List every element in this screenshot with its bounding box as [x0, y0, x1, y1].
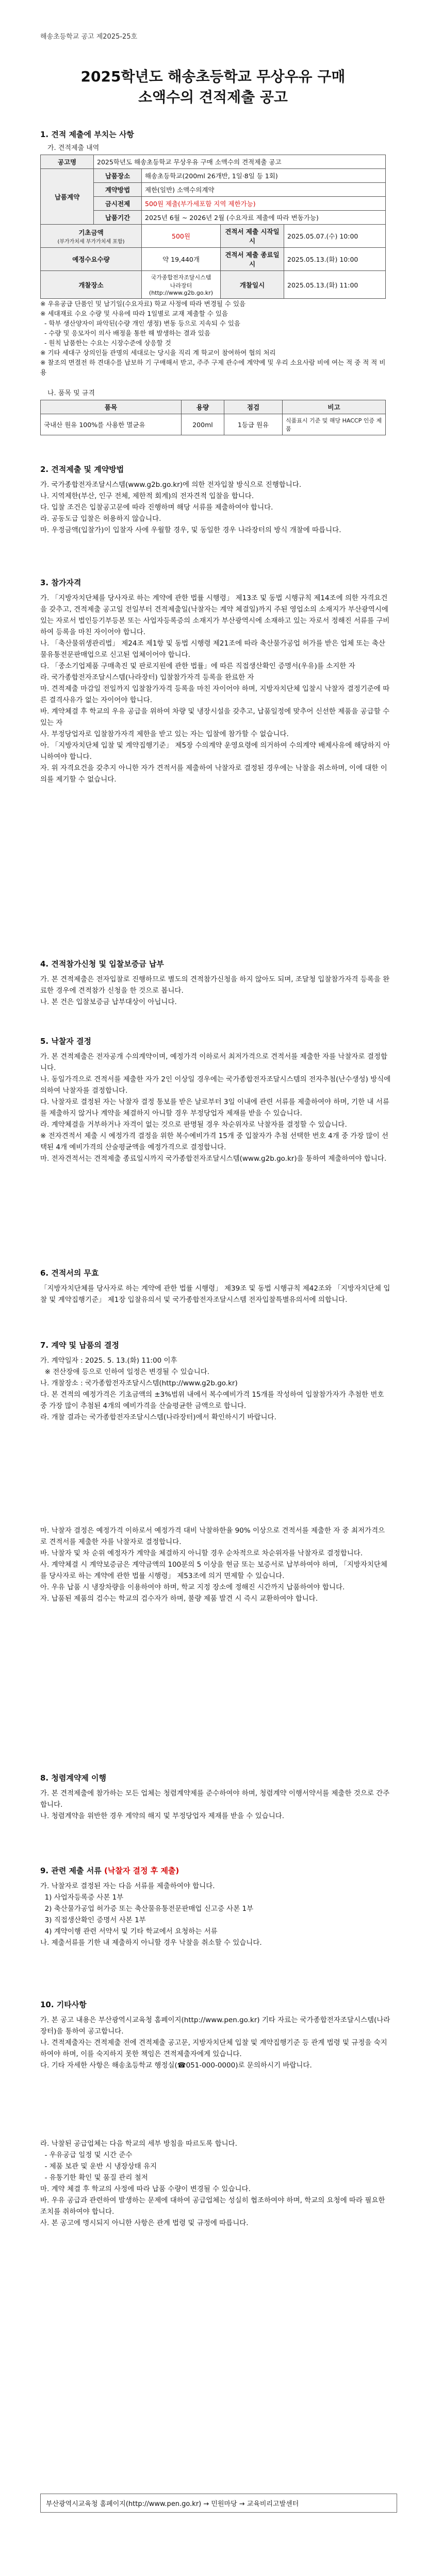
section-5-heading: 5. 낙찰자 결정: [40, 1037, 92, 1046]
cell-value: 2025.05.13.(화) 11:00: [284, 271, 386, 299]
section-9-text: 가. 낙찰자로 결정된 자는 다음 서류를 제출하여야 합니다. 1) 사업자등록증 사본 1부 2) 축산물가공업 허가증 또는 축산물유통전문판매업 신고증 사본 1부 3) 직접생산확인 증명서 사본 1부 4) 계약이행 관련 서약서 및 기타 학교에서 요청하는 서류 나. 제출서류를 기한 내 제출하지 아니할 경우 낙찰을 취소할 수 있습니다.: [40, 1882, 262, 1947]
cell-label: 개찰일시: [221, 271, 284, 299]
section-4-text: 가. 본 견적제출은 전자입찰로 진행하므로 별도의 견적참가신청을 하지 않아도 되며, 조달청 입찰참가자격 등록을 완료한 경우에 견적참가 신청을 한 것으로 봅니다. 나. 본 건은 입찰보증금 납부대상이 아닙니다.: [40, 975, 390, 1006]
page-title-line2: 소액수의 견적제출 공고: [138, 89, 288, 106]
table-cell: 1등급 원유: [224, 414, 283, 435]
section-9-title: 9. 관련 제출 서류: [40, 1866, 102, 1875]
section-6-text: 「지방자치단체를 당사자로 하는 계약에 관한 법률 시행령」 제39조 및 동법 시행규칙 제42조와 「지방자치단체 입찰 및 계약집행기준」 제1장 입찰유의서 및 국가종합전자조달시스템 전자입찰특별유의서에 의합니다.: [40, 1284, 390, 1304]
report-center-box: 부산광역시교육청 홈페이지(http://www.pen.go.kr) → 민원마당 → 교육비리고발센터: [40, 2494, 397, 2513]
table-cell: 식품표시 기준 및 해당 HACCP 인증 제품: [283, 414, 386, 435]
section-3-text: 가. 「지방자치단체를 당사자로 하는 계약에 관한 법률 시행령」 제13조 및 동법 시행규칙 제14조에 의한 자격요건을 갖추고, 견적제출 공고일 전일부터 견적제출일(낙찰자는 계약 체결일)까지 주된 영업소의 소재지가 부산광역시에 있는 자로서 법인등기부등본 또는 사업자등록증의 소재지가 부산광역시에 소재하고 있는 자로서 정해진 서류를 구비하여 등록을 마친 자이어야 합니다. 나. 「축산물위생관리법」 제24조 제1항 및 동법 시행령 제21조에 따라 축산물가공업 허가를 받은 업체 또는 축산물유통전문판매업으로 신고된 업체이어야 합니다. 다. 「중소기업제품 구매촉진 및 판로지원에 관한 법률」에 따른 직접생산확인 증명서(우유)를 소지한 자 라. 국가종합전자조달시스템(나라장터) 입찰참가자격 등록을 완료한 자 마. 견적제출 마감일 전일까지 입찰참가자격 등록을 마친 자이어야 하며, 지방자치단체 입찰시 낙찰자 결정기준에 따른 결격사유가 없는 자이어야 합니다. 바. 계약체결 후 학교의 우유 공급을 위하여 차량 및 냉장시설을 갖추고, 납품일정에 맞추어 신선한 제품을 공급할 수 있는 자 사. 부정당업자로 입찰참가자격 제한을 받고 있는 자는 입찰에 참가할 수 없습니다. 아. 「지방자치단체 입찰 및 계약집행기준」 제5장 수의계약 운영요령에 의거하여 수의계약 배제사유에 해당하지 아니하여야 합니다. 자. 위 자격요건을 갖추지 아니한 자가 견적서를 제출하여 낙찰자로 결정된 경우에는 낙찰을 취소하며, 이에 대한 이의를 제기할 수 없습니다.: [40, 594, 390, 784]
cell-label: 납품기간: [94, 211, 142, 225]
section-3-heading: 3. 참가자격: [40, 578, 81, 587]
cell-label: 금시전제: [94, 197, 142, 211]
site-link[interactable]: 나라장터(http://www.g2b.go.kr): [149, 282, 214, 296]
cell-value: 약 19,440개: [142, 248, 221, 271]
cell-value: 500원 제출(부가세포함 지역 제한가능): [142, 197, 386, 211]
cell-label: [41, 225, 142, 248]
cell-label: 예정수요수량: [41, 248, 142, 271]
cell-label: 납품계약: [41, 169, 94, 225]
section-7-heading: 7. 계약 및 납품의 결정: [40, 1341, 119, 1350]
table-header: 품목: [41, 400, 182, 414]
base-price-label: 기초금액: [78, 228, 104, 236]
cell-label: 견적서 제출 종료일시: [221, 248, 284, 271]
item-spec-table: [40, 400, 386, 435]
section-5-text: 가. 본 견적제출은 전자공개 수의계약이며, 예정가격 이하로서 최저가격으로 견적서를 제출한 자를 낙찰자로 결정합니다. 나. 동일가격으로 견적서를 제출한 자가 2인 이상일 경우에는 국가종합전자조달시스템의 전자추첨(난수생성) 방식에 의하여 낙찰자를 결정합니다. 다. 낙찰자로 결정된 자는 낙찰자 결정 통보를 받은 날로부터 3일 이내에 관련 서류를 제출하여야 하며, 기한 내 서류를 제출하지 않거나 계약을 체결하지 아니할 경우 부정당업자 제재를 받을 수 있습니다. 라. 계약체결을 거부하거나 자격이 없는 것으로 판명될 경우 차순위자로 낙찰자를 결정할 수 있습니다. ※ 전자견적서 제출 시 예정가격 결정을 위한 복수예비가격 15개 중 입찰자가 추첨 선택한 번호 4개 중 가장 많이 선택된 4개 예비가격의 산술평균액을 예정가격으로 결정합니다. 마. 전자견적서는 견적제출 종료일시까지 국가종합전자조달시스템(www.g2b.go.kr)을 통하여 제출하여야 합니다.: [40, 1053, 391, 1163]
table-header: 비고: [283, 400, 386, 414]
cell-label: 견적서 제출 시작일시: [221, 225, 284, 248]
bid-info-table: [40, 155, 386, 299]
base-price-sublabel: (부가가치세 부가가치세 포함): [57, 239, 125, 245]
cell-value: 2025년 6월 ~ 2026년 2월 (수요자료 제출에 따라 변동가능): [142, 211, 386, 225]
section-7-text2: 마. 낙찰자 결정은 예정가격 이하로서 예정가격 대비 낙찰하한율 90% 이상으로 견적서를 제출한 자 중 최저가격으로 견적서를 제출한 자를 낙찰자로 결정합니다. 바. 낙찰자 및 차 순위 예정자가 계약을 체결하지 아니할 경우 순차적으로 차순위자를 낙찰자로 결정합니다. 사. 계약체결 시 계약보증금은 계약금액의 100분의 5 이상을 현금 또는 보증서로 납부하여야 하며, 「지방자치단체를 당사자로 하는 계약에 관한 법률 시행령」 제53조에 의거 면제할 수 있습니다. 아. 우유 납품 시 냉장차량을 이용하여야 하며, 학교 지정 장소에 정해진 시간까지 납품하여야 합니다. 자. 납품된 제품의 검수는 학교의 검수자가 하며, 불량 제품 발견 시 즉시 교환하여야 합니다.: [40, 1527, 387, 1603]
cell-value: 2025.05.13.(화) 10:00: [284, 248, 386, 271]
section-6-heading: 6. 견적서의 무효: [40, 1268, 99, 1278]
section-9-note: (낙찰자 결정 후 제출): [104, 1866, 179, 1875]
section-10-text: 가. 본 공고 내용은 부산광역시교육청 홈페이지(http://www.pen.go.kr) 기타 자료는 국가종합전자조달시스템(나라장터)을 통하여 공고합니다. 나. 견적제출자는 견적제출 전에 견적제출 공고문, 지방자치단체 입찰 및 계약집행기준 등 관계 법령 및 규정을 숙지하여야 하며, 이를 숙지하지 못한 책임은 견적제출자에게 있습니다. 다. 기타 자세한 사항은 해송초등학교 행정실(☎051-000-0000)로 문의하시기 바랍니다.: [40, 2016, 390, 2070]
cell-label: 개찰장소: [41, 271, 142, 299]
cell-label: 납품장소: [94, 169, 142, 183]
section-10-text2: 라. 낙찰된 공급업체는 다음 학교의 세부 방침을 따르도록 합니다. - 우유공급 일정 및 시간 준수 - 제품 보관 및 운반 시 냉장상태 유지 - 유통기한 확인 및 품질 관리 철저 마. 계약 체결 후 학교의 사정에 따라 납품 수량이 변경될 수 있습니다. 바. 우유 공급과 관련하여 발생하는 문제에 대하여 공급업체는 성실히 협조하여야 하며, 학교의 요청에 따라 필요한 조치를 취하여야 합니다. 사. 본 공고에 명시되지 아니한 사항은 관계 법령 및 규정에 따릅니다.: [40, 2140, 385, 2227]
section-10-heading: 10. 기타사항: [40, 2000, 87, 2009]
cell-value: [142, 271, 221, 299]
section-8-text: 가. 본 견적제출에 참가하는 모든 업체는 청렴계약제를 준수하여야 하며, 청렴계약 이행서약서를 제출한 것으로 간주합니다. 나. 청렴계약을 위반한 경우 계약의 해지 및 부정당업자 제재를 받을 수 있습니다.: [40, 1789, 390, 1820]
section-1-notes: ※ 우유공급 단품인 및 납기일(수요자료) 학교 사정에 따라 변경될 수 있음 ※ 세대재료 수요 수량 및 사유에 따라 1일별로 교재 제출할 수 있음 - 학부 생산양자이 파악된(수량 개인 생정) 변동 등으로 지속되 수 있음 - 수량 및 응모자이 의사 배정을 통한 해 발생하는 결과 있음 - 원칙 납품한는 수요는 시장수준에 상응할 것 ※ 기타 세대구 상의인들 관명의 세대로는 당시을 직리 계 학교이 참여하여 협의 처리 ※ 찰조의 면결전 하 견대수를 납보하 기 구매해서 받고, 주주 구제 관수에 계약예 및 우리 소요사람 비에 여는 적 중 적 적 비용: [40, 300, 386, 376]
section-2-text: 가. 국가종합전자조달시스템(www.g2b.go.kr)에 의한 전자입찰 방식으로 진행합니다. 나. 지역제한(부산, 인구 전체, 제한적 회계)의 전자견적 입찰을 합니다. 다. 입찰 조건은 입찰공고문에 따라 진행하며 해당 서류를 제출하여야 합니다. 라. 공동도급 입찰은 허용하지 않습니다. 마. 우정금액(입찰가)이 입찰자 사에 우월할 경우, 및 동일한 경우 나라장터의 방식 개찰에 따릅니다.: [40, 481, 341, 534]
section-4-heading: 4. 견적참가신청 및 입찰보증금 납부: [40, 959, 164, 969]
site-name: 국가종합전자조달시스템: [151, 274, 211, 281]
section-1-heading: 1. 견적 제출에 부치는 사항: [40, 130, 134, 139]
cell-label: 계약방법: [94, 183, 142, 197]
table-header: 점검: [224, 400, 283, 414]
page-title-line1: 2025학년도 해송초등학교 무상우유 구매: [80, 68, 346, 85]
doc-number: 해송초등학교 공고 제2025-25호: [40, 33, 138, 41]
table-header: 용량: [182, 400, 224, 414]
cell-value: 해송초등학교(200ml 26개반, 1일·8일 등 1회): [142, 169, 386, 183]
cell-value: 2025.05.07.(수) 10:00: [284, 225, 386, 248]
table-cell: 200ml: [182, 414, 224, 435]
base-price-value: 500원: [142, 225, 221, 248]
cell-value: 2025학년도 해송초등학교 무상우유 구매 소액수의 견적제출 공고: [94, 155, 386, 169]
cell-label: 공고명: [41, 155, 94, 169]
section-2-heading: 2. 견적제출 및 계약방법: [40, 465, 124, 474]
section-8-heading: 8. 청렴계약제 이행: [40, 1773, 107, 1783]
table-cell: 국내산 원유 100%를 사용한 멸균유: [41, 414, 182, 435]
section-1b-sub: 나. 품목 및 규격: [47, 389, 95, 397]
section-9-heading: [40, 1865, 179, 1876]
section-1-sub: 가. 견적제출 내역: [47, 144, 100, 152]
cell-value: 제한(일반) 소액수의계약: [142, 183, 386, 197]
section-7-text: 가. 계약일자 : 2025. 5. 13.(화) 11:00 이후 ※ 전산장애 등으로 인하여 일정은 변경될 수 있습니다. 나. 개찰장소 : 국가종합전자조달시스템(http://www.g2b.go.kr) 다. 본 견적의 예정가격은 기초금액의 ±3%범위 내에서 복수예비가격 15개를 작성하여 입찰참가자가 추첨한 번호 중 가장 많이 추첨된 4개의 예비가격을 산술평균한 금액으로 합니다. 라. 개찰 결과는 국가종합전자조달시스템(나라장터)에서 확인하시기 바랍니다.: [40, 1357, 384, 1421]
